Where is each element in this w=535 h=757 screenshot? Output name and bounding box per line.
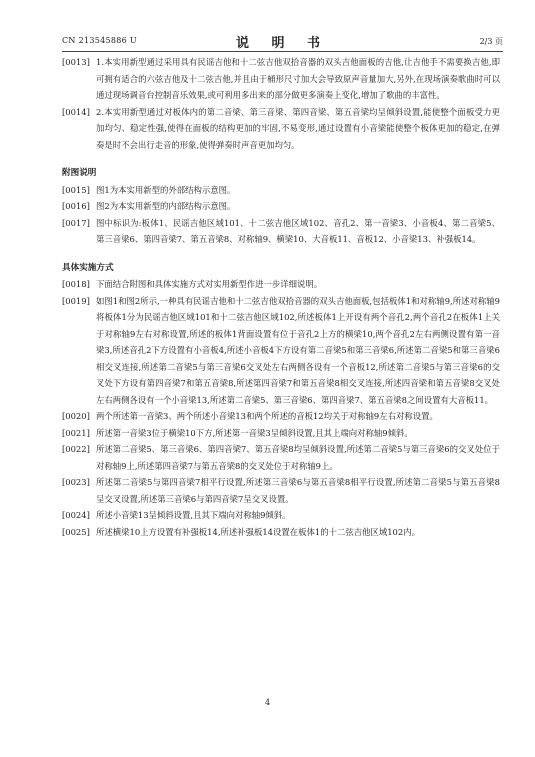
paragraph-text: 所述第二音梁5与第四音梁7相平行设置,所述第三音梁6与第五音梁8相平行设置,所述第二音梁5与第五音梁8呈交叉设置,所述第三音梁6与第四音梁7呈交叉设置。 <box>96 477 500 504</box>
paragraph <box>62 425 500 442</box>
paragraph-text: 图1为本实用新型的外部结构示意图。 <box>96 184 236 195</box>
paragraph-number: [0016] <box>62 201 90 211</box>
paragraph <box>62 524 500 541</box>
paragraph-number: [0024] <box>62 510 90 520</box>
paragraph-text: 图2为本实用新型的内部结构示意图。 <box>96 201 236 211</box>
paragraph-number: [0018] <box>62 279 90 289</box>
section-heading-figures: 附图说明 <box>62 168 97 178</box>
paragraph-number: [0020] <box>62 411 90 421</box>
page-header <box>62 32 503 50</box>
document-title: 说 明 书 <box>235 36 330 51</box>
paragraph-text: 所述第二音梁5、第三音梁6、第四音梁7、第五音梁8均呈倾斜设置,所述第二音梁5与第三音梁6的交叉处位于对称轴9上,所述第四音梁7与第五音梁8的交叉处位于对称轴9上。 <box>96 444 500 471</box>
section-heading-embodiment: 具体实施方式 <box>62 262 114 273</box>
paragraph-number: [0023] <box>62 477 90 487</box>
document-body <box>62 54 500 540</box>
paragraph-text: 所述横梁10上方设置有补强板14,所述补强板14设置在板体1的十二弦吉他区域102内。 <box>96 526 420 537</box>
paragraph-number: [0021] <box>62 427 90 438</box>
paragraph-number: [0014] <box>62 106 90 117</box>
paragraph <box>62 408 500 425</box>
paragraph <box>62 474 500 507</box>
paragraph <box>62 507 500 524</box>
paragraph <box>62 441 500 474</box>
paragraph-text: 1.本实用新型通过采用具有民谣吉他和十二弦吉他双拾音器的双头吉他面板的吉他,让吉他手不需要换吉他,即可拥有适合的六弦吉他及十二弦吉他,并且由于桶形尺寸加大会导致原声音量加大,另外,在现场演奏歌曲时可以通过现场调音台控制音乐效果,或可利用多出来的部分做更多演奏上变化,增加了歌曲的丰富性。 <box>96 57 500 100</box>
paragraph <box>62 293 500 409</box>
paragraph <box>62 54 500 104</box>
page-number: 4 <box>264 698 271 707</box>
paragraph-number: [0019] <box>62 295 90 306</box>
paragraph <box>62 276 500 293</box>
publication-number: CN 213545886 U <box>62 36 137 45</box>
paragraph <box>62 182 500 199</box>
header-rule <box>62 51 503 52</box>
paragraph-text: 两个所述第一音梁3、两个所述小音梁13和两个所述的音板12均关于对称轴9左右对称设置。 <box>96 411 438 421</box>
paragraph-number: [0015] <box>62 184 90 195</box>
paragraph <box>62 215 500 248</box>
paragraph-number: [0017] <box>62 217 90 228</box>
paragraph-text: 下面结合附图和具体实施方式对实用新型作进一步详细说明。 <box>96 279 323 289</box>
paragraph-text: 所述小音梁13呈倾斜设置,且其下端向对称轴9倾斜。 <box>96 510 291 520</box>
paragraph-number: [0025] <box>62 526 90 537</box>
page-info: 2/3 页 <box>479 37 503 46</box>
paragraph-text: 所述第一音梁3位于横梁10下方,所述第一音梁3呈倾斜设置,且其上端向对称轴9倾斜。 <box>96 427 413 438</box>
paragraph-number: [0013] <box>62 57 90 67</box>
paragraph-text: 图中标识为:板体1、民谣吉他区域101、十二弦吉他区域102、音孔2、第一音梁3、小音板4、第二音梁5、第三音梁6、第四音梁7、第五音梁8、对称轴9、横梁10、大音板11、音板12、小音梁13、补强板14。 <box>96 217 500 244</box>
paragraph <box>62 104 500 154</box>
paragraph <box>62 198 500 215</box>
paragraph-text: 2.本实用新型通过对板体内的第二音梁、第三音梁、第四音梁、第五音梁均呈倾斜设置,能使整个面板受力更加均匀、稳定性强,使得在面板的结构更加的牢固,不易变形,通过设置有小音梁能使整个板体更加的稳定,在弹奏是时不会出行走音的形象,使得弹奏时声音更加均匀。 <box>96 106 500 150</box>
paragraph-text: 如图1和图2所示,一种具有民谣吉他和十二弦吉他双拾音器的双头吉他面板,包括板体1和对称轴9,所述对称轴9将板体1分为民谣吉他区域101和十二弦吉他区域102,所述板体1上开设有两个音孔2,两个音孔2在板体1上关于对称轴9左右对称设置,所述的板体1背面设置有位于音孔2上方的横梁10,两个音孔2左右两侧设置有第一音梁3,所述音孔2下方设置有小音板4,所述小音板4下方设有第二音梁5和第三音梁6,所述第二音梁5和第三音梁6相交叉连接,所述第二音梁5与第三音梁6交叉处左右两侧各设有一个音板12,所述第二音梁5与第三音梁6的交叉处下方设有第四音梁7和第五音梁8,所述第四音梁7和第五音梁8相交叉连接,所述四音梁和第五音梁8交叉处左右两侧各设有一个小音梁13,所述第二音梁5、第三音梁6、第四音梁7、第五音梁8之间设置有大音板11。 <box>96 295 500 405</box>
paragraph-number: [0022] <box>62 444 90 454</box>
